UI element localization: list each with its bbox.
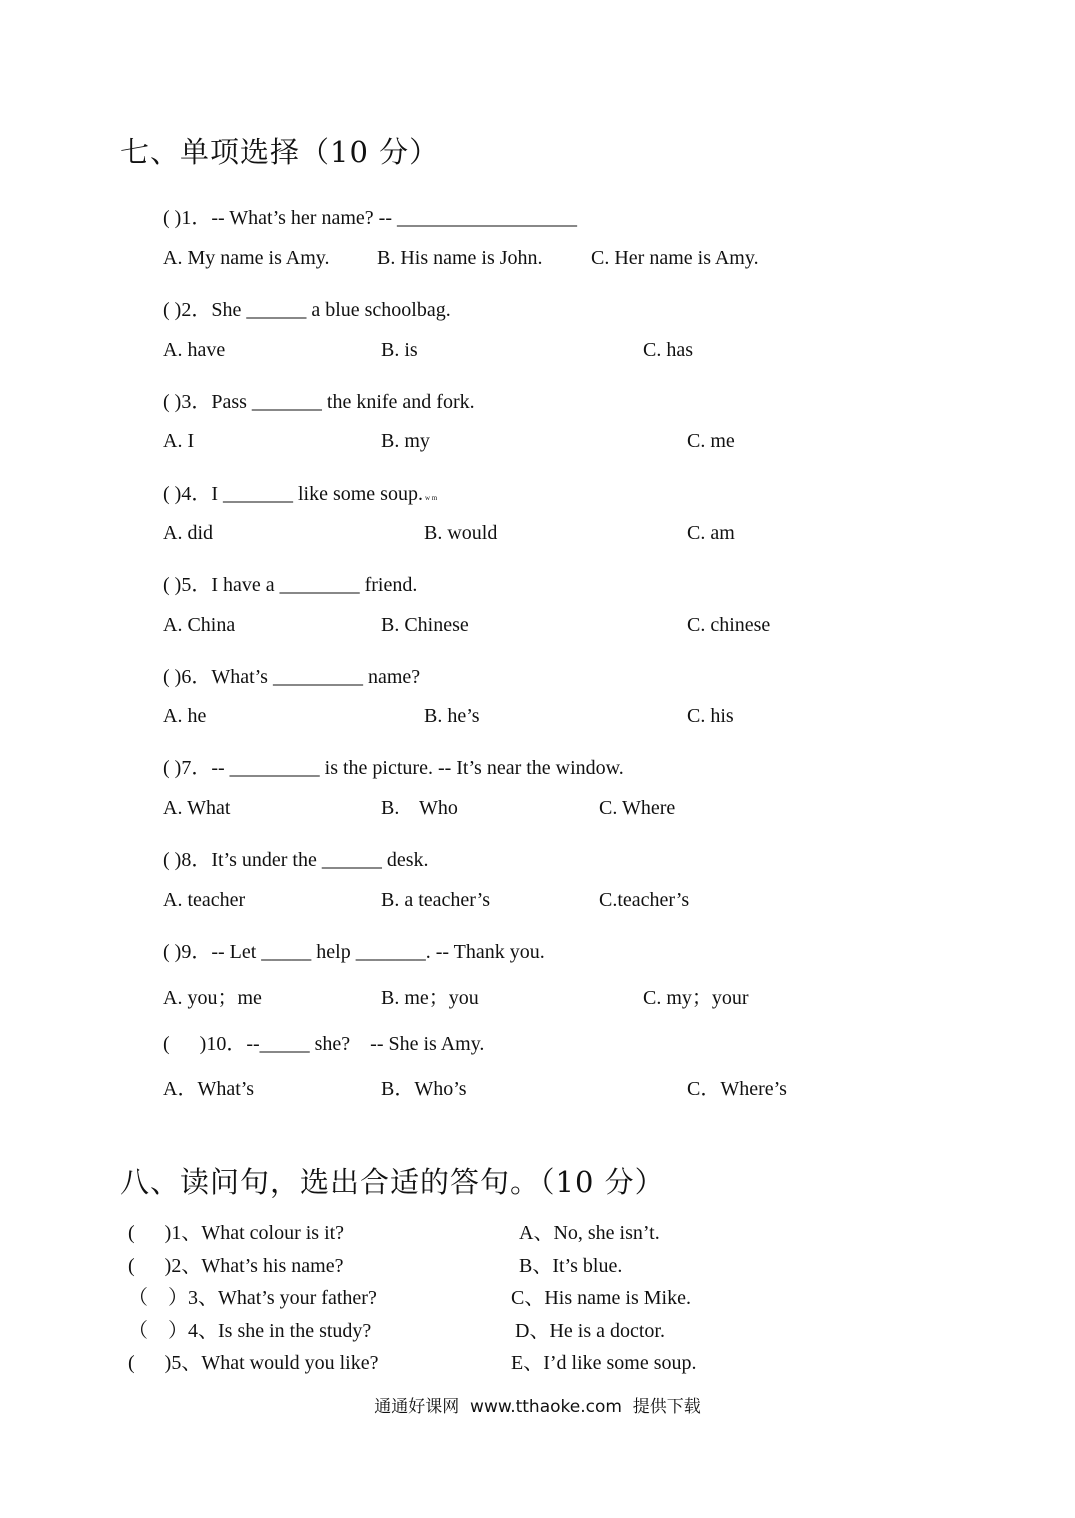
q3-option-c: C. me [687, 430, 735, 452]
q1-option-b: B. His name is John. [377, 247, 543, 269]
q1-option-c: C. Her name is Amy. [591, 247, 759, 269]
q10-option-a: A．What’s [163, 1078, 255, 1100]
match-answer-c: C、His name is Mike. [511, 1287, 691, 1309]
section-8-title: 八、读问句，选出合适的答句。（10 分） [120, 1165, 665, 1199]
q10-option-c: C．Where’s [687, 1078, 787, 1100]
footer-text: 通通好课网 www.tthaoke.com 提供下载 [374, 1397, 701, 1417]
q9-option-a: A. you；me [163, 987, 262, 1009]
q6-option-a: A. he [163, 705, 207, 727]
section-7-title: 七、单项选择（10 分） [120, 135, 440, 169]
question-8: ( )8．It’s under the ______ desk. [163, 849, 429, 871]
question-9: ( )9．-- Let _____ help _______. -- Thank you. [163, 941, 545, 963]
question-4-text: ( )4．I _______ like some soup. [163, 483, 423, 505]
question-10: ( )10．--_____ she? -- She is Amy. [163, 1033, 485, 1055]
q5-option-b: B. Chinese [381, 614, 469, 636]
match-question-3: （ ）3、What’s your father? [128, 1287, 377, 1309]
q6-option-c: C. his [687, 705, 734, 727]
question-2: ( )2．She ______ a blue schoolbag. [163, 299, 451, 321]
q2-option-c: C. has [643, 339, 693, 361]
match-answer-e: E、I’d like some soup. [511, 1352, 697, 1374]
q9-option-c: C. my；your [643, 987, 749, 1009]
q5-option-c: C. chinese [687, 614, 771, 636]
match-question-1: ( )1、What colour is it? [128, 1222, 345, 1244]
q7-option-b: B. Who [381, 797, 458, 819]
q4-option-a: A. did [163, 522, 213, 544]
q5-option-a: A. China [163, 614, 236, 636]
q4-option-b: B. would [424, 522, 498, 544]
question-5: ( )5．I have a ________ friend. [163, 574, 418, 596]
q3-option-a: A. I [163, 430, 195, 452]
q8-option-b: B. a teacher’s [381, 889, 491, 911]
match-question-2: ( )2、What’s his name? [128, 1255, 344, 1277]
match-answer-a: A、No, she isn’t. [519, 1222, 660, 1244]
q10-option-b: B．Who’s [381, 1078, 467, 1100]
match-question-4: （ ）4、Is she in the study? [128, 1320, 372, 1342]
q1-option-a: A. My name is Amy. [163, 247, 330, 269]
question-4 [163, 477, 437, 506]
q9-option-b: B. me；you [381, 987, 479, 1009]
q7-option-c: C. Where [599, 797, 676, 819]
watermark-mark: w m [424, 494, 438, 502]
q7-option-a: A. What [163, 797, 231, 819]
q2-option-b: B. is [381, 339, 418, 361]
question-6: ( )6．What’s _________ name? [163, 666, 421, 688]
q6-option-b: B. he’s [424, 705, 480, 727]
match-answer-b: B、It’s blue. [519, 1255, 623, 1277]
q4-option-c: C. am [687, 522, 735, 544]
question-3: ( )3．Pass _______ the knife and fork. [163, 391, 475, 413]
question-1: ( )1．-- What’s her name? -- __________________ [163, 207, 577, 229]
q8-option-c: C.teacher’s [599, 889, 690, 911]
match-answer-d: D、He is a doctor. [515, 1320, 665, 1342]
match-question-5: ( )5、What would you like? [128, 1352, 379, 1374]
footer-credit [0, 1392, 1075, 1417]
question-7: ( )7．-- _________ is the picture. -- It’s near the window. [163, 757, 624, 779]
q8-option-a: A. teacher [163, 889, 246, 911]
q2-option-a: A. have [163, 339, 226, 361]
q3-option-b: B. my [381, 430, 430, 452]
